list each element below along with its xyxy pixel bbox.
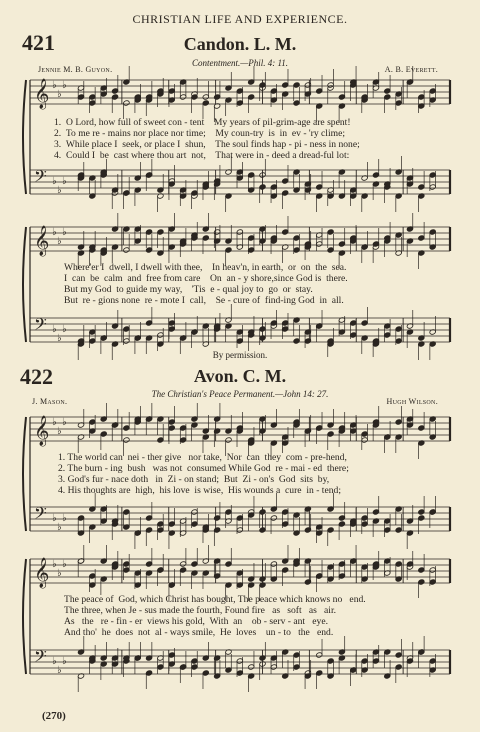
hymn-subtitle: Contentment.—Phil. 4: 11.	[191, 58, 289, 68]
brace	[23, 417, 26, 531]
flat-sign: ♭	[52, 559, 57, 570]
flat-sign: ♭	[62, 227, 67, 238]
hymn-title: Avon. C. M.	[193, 366, 287, 386]
stanza-line: But re - gions none re - mote I call, Se - cure of find-ing God in all.	[64, 295, 344, 306]
brace	[23, 559, 26, 674]
flat-sign: ♭	[57, 522, 62, 533]
hymn-title: Candon. L. M.	[183, 34, 297, 54]
flat-sign: ♭	[62, 559, 67, 570]
flat-sign: ♭	[62, 513, 67, 524]
flat-sign: ♭	[52, 176, 57, 187]
flat-sign: ♭	[57, 89, 62, 100]
treble-clef: 𝄞	[34, 416, 50, 446]
flat-sign: ♭	[52, 656, 57, 667]
stanza-line: 1. O Lord, how full of sweet con - tent My years of pil-grim-age are spent!	[54, 117, 351, 128]
stanza-line: I can be calm and free from care On an - y shore,since God is there.	[64, 273, 348, 284]
stanza-line: As the re - fin - er views his gold, With an ob - serv - ant eye.	[64, 616, 329, 627]
flat-sign: ♭	[57, 185, 62, 196]
flat-sign: ♭	[57, 333, 62, 344]
flat-sign: ♭	[62, 176, 67, 187]
author-credit: Jennie M. B. Guyon.	[38, 65, 113, 74]
page-number: (270)	[42, 710, 66, 722]
running-head: CHRISTIAN LIFE AND EXPERIENCE.	[132, 12, 348, 26]
permission-note: By permission.	[212, 350, 268, 360]
bass-clef: 𝄢	[34, 314, 47, 338]
bass-clef: 𝄢	[34, 646, 47, 670]
stanza-line: 4. Could I be cast where thou art not, That were in - deed a dread-ful lot:	[54, 150, 350, 161]
flat-sign: ♭	[62, 80, 67, 91]
flat-sign: ♭	[52, 324, 57, 335]
stanza-line: 4. His thoughts are high, his love is wise, His wounds a cure in - tend;	[58, 485, 341, 496]
flat-sign: ♭	[52, 80, 57, 91]
flat-sign: ♭	[62, 324, 67, 335]
flat-sign: ♭	[57, 236, 62, 247]
treble-clef: 𝄞	[34, 79, 50, 109]
flat-sign: ♭	[62, 656, 67, 667]
stanza-line: 2. To me re - mains nor place nor time; My coun-try is in ev - 'ry clime;	[54, 128, 346, 139]
hymn-number: 422	[20, 364, 53, 389]
flat-sign: ♭	[52, 227, 57, 238]
bass-clef: 𝄢	[34, 166, 47, 190]
brace	[23, 80, 26, 194]
stanza-line: Where'er I dwell, I dwell with thee, In heav'n, in earth, or on the sea.	[64, 262, 347, 273]
composer-credit: Hugh Wilson.	[386, 397, 438, 406]
stanza-line: 3. While place I seek, or place I shun, The soul finds hap - pi - ness in none;	[54, 139, 360, 150]
treble-clef: 𝄞	[34, 558, 50, 588]
hymn-number: 421	[22, 30, 55, 55]
bass-clef: 𝄢	[34, 503, 47, 527]
stanza-line: And tho' he does not al - ways smile, He loves un - to the end.	[64, 627, 334, 638]
flat-sign: ♭	[57, 568, 62, 579]
stanza-line: 3. God's fur - nace doth in Zi - on stand; But Zi - on's God sits by,	[58, 474, 330, 485]
stanza-line: But my God to guide my way, 'Tis e - qual joy to go or stay.	[64, 284, 313, 295]
composer-credit: A. B. Everett.	[384, 65, 438, 74]
stanza-line: 2. The burn - ing bush was not consumed While God re - mai - ed there;	[58, 463, 349, 474]
stanza-line: The peace of God, which Christ has bought, The peace which knows no end.	[64, 594, 366, 605]
flat-sign: ♭	[52, 513, 57, 524]
brace	[23, 227, 26, 342]
flat-sign: ♭	[57, 426, 62, 437]
author-credit: J. Mason.	[32, 397, 68, 406]
flat-sign: ♭	[62, 417, 67, 428]
hymn-subtitle: The Christian's Peace Permanent.—John 14: 27.	[151, 389, 329, 399]
stanza-line: 1. The world can nei - ther give nor take, Nor can they com - pre-hend,	[58, 452, 347, 463]
treble-clef: 𝄞	[34, 226, 50, 256]
flat-sign: ♭	[57, 665, 62, 676]
stanza-line: The three, when Je - sus made the fourth, Found fire as soft as air.	[64, 605, 337, 616]
flat-sign: ♭	[52, 417, 57, 428]
